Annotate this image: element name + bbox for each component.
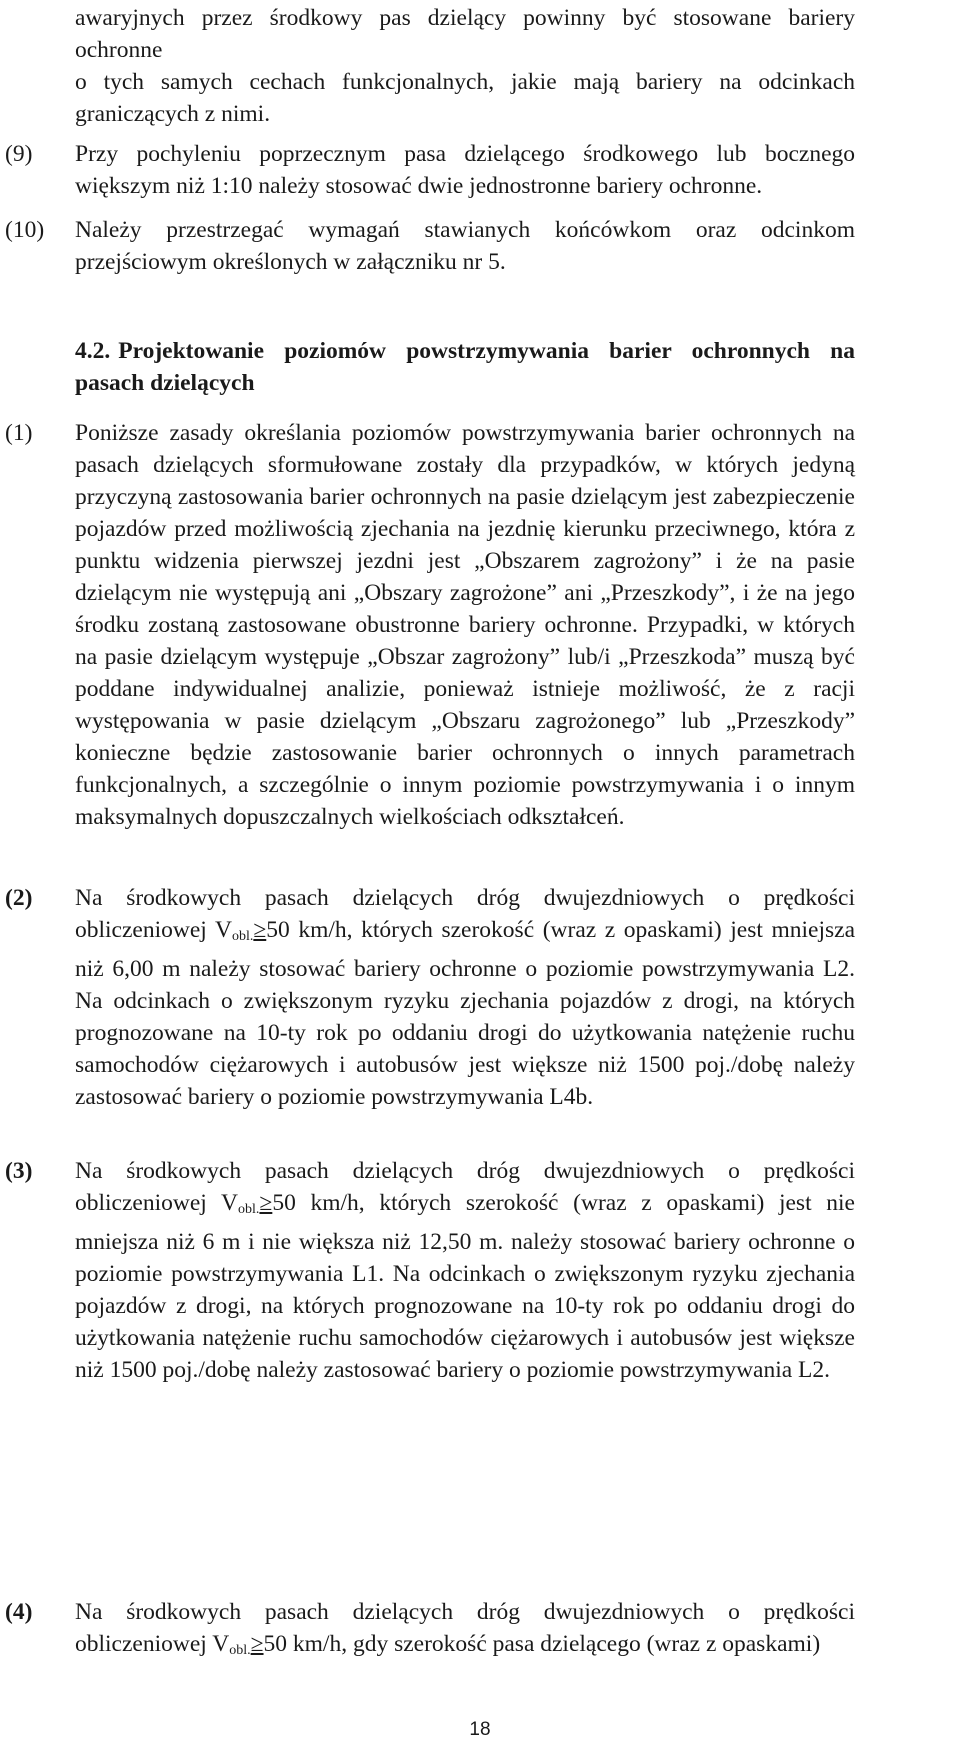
section-heading — [75, 335, 855, 399]
item-text: Należy przestrzegać wymagań stawianych końcówkom oraz odcinkom przejściowym określonych w załączniku nr 5. — [75, 217, 855, 275]
item-text — [75, 1596, 855, 1667]
section-number: 4.2. — [75, 338, 111, 364]
subscript-obl: obl. — [229, 1643, 251, 1658]
item-number: (10) — [5, 217, 45, 243]
item-number: (2) — [5, 885, 33, 911]
subscript-obl: obl. — [231, 929, 254, 944]
item-number: (4) — [5, 1599, 33, 1625]
item-number: (3) — [5, 1158, 33, 1184]
ge-symbol: ≥ — [259, 1190, 273, 1216]
ge-symbol: ≥ — [250, 1631, 264, 1657]
list-item-3 — [5, 1155, 855, 1386]
text-pre: Na środkowych pasach dzielących dróg dwujezdniowych o prędkości obliczeniowej V — [75, 885, 855, 943]
page-number: 18 — [469, 1719, 491, 1740]
text-post: 50 km/h, gdy szerokość pasa dzielącego (wraz z opaskami) — [263, 1631, 821, 1657]
continuation-paragraph — [75, 2, 855, 130]
item-number: (9) — [5, 141, 33, 167]
item-text — [75, 1155, 855, 1386]
text-post: 50 km/h, których szerokość (wraz z opaskami) jest mniejsza niż 6,00 m należy stosować bariery ochronne o poziomie powstrzymywania L2. Na odcinkach o zwiększonym ryzyku zjechania pojazdów z drogi, na których prognozowane na 10-ty rok po oddaniu drogi do użytkowania natężenie ruchu samochodów ciężarowych i autobusów jest większe niż 1500 poj./dobę należy zastosować bariery o poziomie powstrzymywania L4b. — [75, 917, 856, 1110]
item-number: (1) — [5, 420, 33, 446]
text-pre: Na środkowych pasach dzielących dróg dwujezdniowych o prędkości obliczeniowej V — [75, 1599, 855, 1657]
list-item-2 — [5, 882, 855, 1113]
item-text — [75, 882, 855, 1113]
list-item-10 — [5, 214, 855, 278]
continuation-line-2: o tych samych cechach funkcjonalnych, jakie mają bariery na odcinkach graniczących z nimi. — [75, 69, 855, 127]
subscript-obl: obl. — [238, 1202, 260, 1217]
continuation-line-1: awaryjnych przez środkowy pas dzielący powinny być stosowane bariery ochronne — [75, 5, 855, 63]
text-post: 50 km/h, których szerokość (wraz z opaskami) jest nie mniejsza niż 6 m i nie większa niż 12,50 m. należy stosować bariery ochronne o poziomie powstrzymywania L1. Na odcinkach o zwiększonym ryzyku zjechania pojazdów z drogi, na których prognozowane na 10-ty rok po oddaniu drogi do użytkowania natężenie ruchu samochodów ciężarowych i autobusów jest większe niż 1500 poj./dobę należy zastosować bariery o poziomie powstrzymywania L2. — [75, 1190, 855, 1383]
list-item-9 — [5, 138, 855, 202]
ge-symbol: ≥ — [253, 917, 267, 943]
list-item-4 — [5, 1596, 855, 1667]
item-text: Poniższe zasady określania poziomów powstrzymywania barier ochronnych na pasach dzielących sformułowane zostały dla przypadków, w których jedyną przyczyną zastosowania barier ochronnych na pasie dzielącym jest zabezpieczenie pojazdów przed możliwością zjechania na jezdnię kierunku przeciwnego, która z punktu widzenia pierwszej jezdni jest „Obszarem zagrożony” i że na pasie dzielącym nie występują ani „Obszary zagrożone” ani „Przeszkody”, i że na jego środku zostaną zastosowane obustronne bariery ochronne. Przypadki, w których na pasie dzielącym występuje „Obszar zagrożony” lub/i „Przeszkoda” muszą być poddane indywidualnej analizie, ponieważ istnieje możliwość, że z racji występowania w pasie dzielącym „Obszaru zagrożonego” lub „Przeszkody” konieczne będzie zastosowanie barier ochronnych o innych parametrach funkcjonalnych, a szczególnie o innym poziomie powstrzymywania i o innym maksymalnych dopuszczalnych wielkościach odkształceń. — [75, 420, 855, 830]
text-pre: Na środkowych pasach dzielących dróg dwujezdniowych o prędkości obliczeniowej V — [75, 1158, 855, 1216]
section-title: Projektowanie poziomów powstrzymywania barier ochronnych na pasach dzielących — [75, 338, 855, 396]
list-item-1 — [5, 417, 855, 833]
item-text: Przy pochyleniu poprzecznym pasa dzielącego środkowego lub bocznego większym niż 1:10 należy stosować dwie jednostronne bariery ochronne. — [75, 141, 855, 199]
